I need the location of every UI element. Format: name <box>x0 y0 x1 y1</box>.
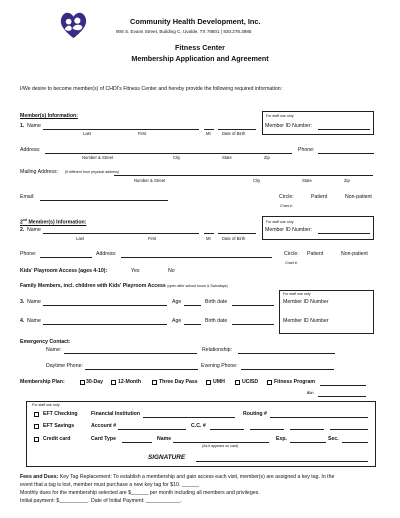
member2-mi-line[interactable] <box>204 233 214 234</box>
credit-card-label: Credit card <box>43 436 71 442</box>
playroom-yes[interactable]: Yes <box>131 268 140 274</box>
eve-phone-label: Evening Phone: <box>201 363 238 369</box>
member2-heading: 2nd Member(s) Information: <box>20 218 87 226</box>
plan-fitness-label: Fitness Program <box>274 379 315 385</box>
sec-line[interactable] <box>342 442 368 443</box>
member1-mi-line[interactable] <box>204 129 214 130</box>
member2-dob-line[interactable] <box>218 233 256 234</box>
cc-line-3[interactable] <box>290 429 324 430</box>
staff-only-label: For staff use only <box>266 114 294 118</box>
plan-30day-label: 30-Day <box>86 379 104 385</box>
family4-name-line[interactable] <box>43 324 167 325</box>
fees-line-3: Monthly dues for the membership selected are $______ per month including all members and privileges. <box>20 490 260 496</box>
email-label: Email: <box>20 194 35 200</box>
first-label: First <box>148 236 157 241</box>
address-label: Address: <box>96 251 117 257</box>
member1-name-label: Name <box>27 123 41 129</box>
relationship-label: Relationship: <box>202 347 232 353</box>
routing-label: Routing # <box>243 411 267 417</box>
emergency-heading: Emergency Contact: <box>20 339 71 345</box>
family4-age-line[interactable] <box>184 324 201 325</box>
card-type-label: Card Type <box>91 436 116 442</box>
zip-label: Zip <box>344 178 350 183</box>
member1-email-line[interactable] <box>40 200 168 201</box>
birthdate-label: Birth date <box>205 299 228 305</box>
circle-label: Circle: <box>284 251 299 257</box>
emergency-name-label: Name: <box>46 347 62 353</box>
cc-line-2[interactable] <box>250 429 284 430</box>
family3-age-line[interactable] <box>184 305 201 306</box>
member2-phone-line[interactable] <box>40 257 92 258</box>
eft-savings-label: EFT Savings <box>43 423 75 429</box>
organization-logo <box>58 10 89 41</box>
birthdate-label: Birth date <box>205 318 228 324</box>
card-name-note: (As it appears on card) <box>202 444 239 448</box>
account-line[interactable] <box>118 429 186 430</box>
street-label: Number & Street <box>82 155 114 160</box>
member1-heading: Member(s) Information: <box>20 113 78 119</box>
card-name-line[interactable] <box>173 442 269 443</box>
plan-30day-checkbox[interactable] <box>80 380 85 385</box>
staff-only-label: For staff use only <box>266 220 294 224</box>
payment-box <box>26 401 376 467</box>
staff-only-label: For staff use only <box>32 403 60 407</box>
state-label: State <box>302 178 312 183</box>
intro-text: I/We desire to become member(s) of CHDI's Fitness Center and hereby provide the following required information: <box>20 86 283 92</box>
family-staff-box <box>279 290 374 334</box>
institution-line[interactable] <box>143 417 235 418</box>
eft-checking-label: EFT Checking <box>43 411 78 417</box>
relationship-line[interactable] <box>238 353 335 354</box>
exp-line[interactable] <box>290 442 326 443</box>
age-label: Age <box>172 318 182 324</box>
card-type-line[interactable] <box>122 442 152 443</box>
age-label: Age <box>172 299 182 305</box>
patient-option[interactable]: Patient <box>307 251 324 257</box>
plan-ucisd-checkbox[interactable] <box>235 380 240 385</box>
family-row4-number: 4. <box>20 318 25 324</box>
day-phone-label: Daytime Phone: <box>46 363 83 369</box>
id-label: ID#: <box>307 391 314 395</box>
member2-name-label: Name <box>27 227 41 233</box>
plan-umh-label: UMH <box>213 379 225 385</box>
first-label: First <box>138 131 147 136</box>
sec-label: Sec. <box>328 436 339 442</box>
member2-number: 2. <box>20 227 25 233</box>
playroom-no[interactable]: No <box>168 268 175 274</box>
member-id-label: Member ID Number <box>283 318 329 324</box>
member1-id-line[interactable] <box>318 129 370 130</box>
member-id-label: Member ID Number: <box>265 227 312 233</box>
name-label: Name <box>27 299 41 305</box>
fees-line-2: event that a tag is lost, member must purchase a new key tag for $10. ______ <box>20 482 200 488</box>
cc-line-1[interactable] <box>210 429 244 430</box>
playroom-label: Kids' Playroom Access (ages 4-10): <box>20 268 108 274</box>
mailing-label: Mailing Address: <box>20 169 59 175</box>
day-phone-line[interactable] <box>85 369 198 370</box>
mailing-note: (if different from physical address) <box>65 170 120 174</box>
credit-card-checkbox[interactable] <box>34 437 39 442</box>
family-heading: Family Members, incl. children with Kids' Playroom Access (open after school hours & Saturdays) <box>20 283 228 289</box>
plan-threeday-label: Three Day Pass <box>159 379 198 385</box>
plan-id-line[interactable] <box>318 396 366 397</box>
family4-dob-line[interactable] <box>232 324 274 325</box>
dob-label: Date of Birth <box>222 236 246 241</box>
member1-name-line[interactable] <box>43 129 199 130</box>
nonpatient-option[interactable]: Non-patient <box>341 251 368 257</box>
emergency-name-line[interactable] <box>64 353 197 354</box>
last-label: Last <box>83 131 91 136</box>
account-label: Account # <box>91 423 117 429</box>
mi-label: MI <box>206 131 211 136</box>
staff-only-label: For staff use only <box>283 292 311 296</box>
chart-label: Chart #: <box>285 261 298 265</box>
name-label: Name <box>27 318 41 324</box>
family-row3-number: 3. <box>20 299 25 305</box>
plan-12month-checkbox[interactable] <box>111 380 116 385</box>
dob-label: Date of Birth <box>222 131 246 136</box>
city-label: City <box>173 155 181 160</box>
signature-line[interactable] <box>196 461 368 462</box>
signature-label: SIGNATURE <box>148 454 186 461</box>
eve-phone-line[interactable] <box>241 369 334 370</box>
circle-label: Circle: <box>279 194 294 200</box>
org-address: 908 S. Evans Street, Building C, Uvalde, TX 78801 | 830.278.3985 <box>116 29 252 34</box>
family3-dob-line[interactable] <box>232 305 274 306</box>
chart-label: Chart #: <box>280 204 293 208</box>
title-membership: Membership Application and Agreement <box>131 54 269 63</box>
plan-threeday-checkbox[interactable] <box>152 380 157 385</box>
state-label: State <box>222 155 232 160</box>
member2-id-line[interactable] <box>318 233 370 234</box>
member2-name-line[interactable] <box>43 233 199 234</box>
member1-address-line[interactable] <box>45 153 292 154</box>
eft-checking-checkbox[interactable] <box>34 412 39 417</box>
org-name: Community Health Development, Inc. <box>130 17 261 26</box>
member1-number: 1. <box>20 123 25 129</box>
patient-option[interactable]: Patient <box>311 194 328 200</box>
family3-name-line[interactable] <box>43 305 167 306</box>
phone-label: Phone: <box>20 251 37 257</box>
phone-label: Phone: <box>298 147 315 153</box>
member-id-label: Member ID Number <box>283 299 329 305</box>
nonpatient-option[interactable]: Non-patient <box>345 194 372 200</box>
address-label: Address: <box>20 147 41 153</box>
plan-12month-label: 12-Month <box>118 379 142 385</box>
eft-savings-checkbox[interactable] <box>34 424 39 429</box>
card-name-label: Name <box>157 436 172 442</box>
plan-ucisd-label: UCISD <box>242 379 259 385</box>
member-id-label: Member ID Number: <box>265 123 312 129</box>
mi-label: MI <box>206 236 211 241</box>
cc-label: C.C. # <box>191 423 206 429</box>
last-label: Last <box>76 236 84 241</box>
zip-label: Zip <box>264 155 270 160</box>
fitness-program-line[interactable] <box>320 385 366 386</box>
plan-fitness-checkbox[interactable] <box>267 380 272 385</box>
institution-label: Financial Institution <box>91 411 140 417</box>
plan-label: Membership Plan: <box>20 379 65 385</box>
plan-umh-checkbox[interactable] <box>206 380 211 385</box>
title-fitness-center: Fitness Center <box>175 43 225 52</box>
fees-line-4: Initial payment: $__________. Date of Initial Payment: ____________. <box>20 498 183 504</box>
member1-phone-line[interactable] <box>318 153 374 154</box>
fees-line-1: Fees and Dues: Key Tag Replacement: To establish a membership and gain access each visit, member(s) are assigned a key tag. In the <box>20 474 335 480</box>
cc-line-4[interactable] <box>330 429 368 430</box>
mailing-address-line[interactable] <box>114 175 373 176</box>
street-label: Number & Street <box>134 178 166 183</box>
member1-dob-line[interactable] <box>218 129 256 130</box>
routing-line[interactable] <box>270 417 368 418</box>
city-label: City <box>253 178 261 183</box>
exp-label: Exp. <box>276 436 287 442</box>
member2-address-line[interactable] <box>121 257 272 258</box>
